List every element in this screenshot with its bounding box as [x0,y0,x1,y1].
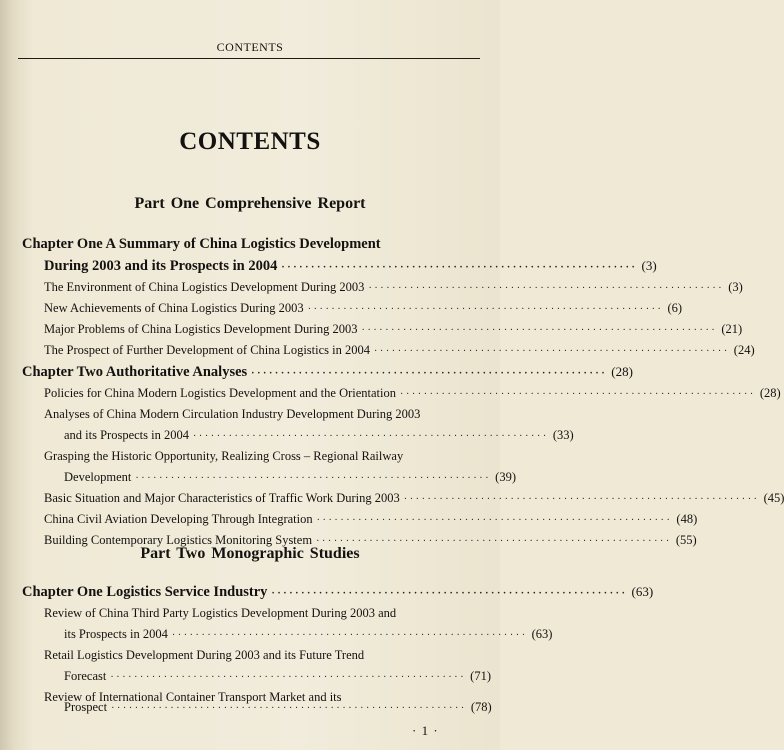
toc-entry-page: (24) [733,343,755,357]
page-number: · 1 · [412,723,439,738]
toc-entry-title-line2: Prospect [64,700,108,714]
toc-entry-title-line2: Forecast [64,669,107,683]
toc-entry [64,669,491,684]
toc-entry-title: Building Contemporary Logistics Monitoring System [44,533,313,547]
leader-dots: ···························································· [373,346,730,357]
toc-entry [64,700,492,715]
part1-chapter1-page: (3) [641,258,657,273]
toc-entry-page: (63) [531,627,553,641]
toc-entry-title-line2: its Prospects in 2004 [64,627,168,641]
toc-entry-page: (71) [470,669,491,683]
toc-entry-title: The Environment of China Logistics Development During 2003 [44,280,365,294]
leader-dots: ···························································· [400,389,756,400]
part-one-heading: Part One Comprehensive Report [134,195,366,212]
toc-entry-page: (28) [759,386,781,400]
toc-entry [64,428,574,443]
leader-dots: ···························································· [307,304,664,315]
toc-entry-title: Basic Situation and Major Characteristics of Traffic Work During 2003 [44,491,400,505]
leader-dots: ···························································· [110,672,467,683]
leader-dots: ···························································· [171,630,528,641]
toc-entry-title-line1: Review of China Third Party Logistics Development During 2003 and [44,606,397,620]
leader-dots: ···························································· [251,368,608,379]
toc-entry-title: Major Problems of China Logistics Development During 2003 [44,322,358,336]
leader-dots: ···························································· [271,588,628,599]
leader-dots: ···························································· [111,703,467,714]
toc-entry [44,301,683,316]
toc-entry-page: (33) [552,428,574,442]
part1-chapter2-title-text: Chapter Two Authoritative Analyses [22,364,248,380]
part1-chapter1-title-line1: Chapter One A Summary of China Logistics Development [22,236,381,252]
toc-entry-page: (39) [495,470,516,484]
toc-entry-title-line2: Development [64,470,132,484]
toc-entry [44,343,755,358]
part2-chapter1-title-text: Chapter One Logistics Service Industry [22,584,268,600]
leader-dots: ···························································· [368,283,725,294]
part1-chapter1-title-line2 [44,258,657,275]
toc-entry-title: The Prospect of Further Development of China Logistics in 2004 [44,343,370,357]
toc-entry-page: (45) [763,491,784,505]
toc-entry-title-line1: Grasping the Historic Opportunity, Realizing Cross – Regional Railway [44,449,404,463]
toc-entry-page: (6) [667,301,683,315]
part2-chapter1-page: (63) [631,584,654,599]
header-rule [18,58,480,59]
part-two-heading: Part Two Monographic Studies [140,545,360,562]
leader-dots: ···························································· [316,515,673,526]
toc-entry-page: (3) [728,280,743,294]
toc-entry-title: New Achievements of China Logistics During 2003 [44,301,304,315]
toc-entry-title-line1: Analyses of China Modern Circulation Industry Development During 2003 [44,407,421,421]
toc-entry-page: (21) [721,322,743,336]
toc-entry [44,322,743,337]
leader-dots: ···························································· [281,262,638,273]
part1-chapter2-page: (28) [611,364,633,379]
leader-dots: ···························································· [135,473,492,484]
toc-entry [44,386,781,401]
page-title: CONTENTS [179,128,321,155]
toc-entry [44,512,698,527]
toc-entry-title: China Civil Aviation Developing Through Integration [44,512,313,526]
toc-entry-title-line1: Review of International Container Transport Market and its [44,690,342,704]
toc-entry-page: (55) [675,533,697,547]
toc-entry [64,470,516,485]
toc-entry [64,627,553,642]
toc-entry [44,491,784,506]
part1-chapter1-title-text: During 2003 and its Prospects in 2004 [44,258,278,274]
leader-dots: ···························································· [316,536,672,547]
toc-entry [44,280,743,295]
part2-chapter1-title [22,584,654,601]
toc-entry-page: (78) [470,700,492,714]
toc-entry-title-line1: Retail Logistics Development During 2003 and its Future Trend [44,648,365,662]
leader-dots: ···························································· [361,325,718,336]
toc-entry-title: Policies for China Modern Logistics Development and the Orientation [44,386,397,400]
toc-entry-title-line2: and its Prospects in 2004 [64,428,189,442]
running-head: CONTENTS [216,40,284,54]
part1-chapter2-title [22,364,633,381]
toc-entry-page: (48) [676,512,698,526]
leader-dots: ···························································· [403,494,760,505]
leader-dots: ···························································· [193,431,549,442]
